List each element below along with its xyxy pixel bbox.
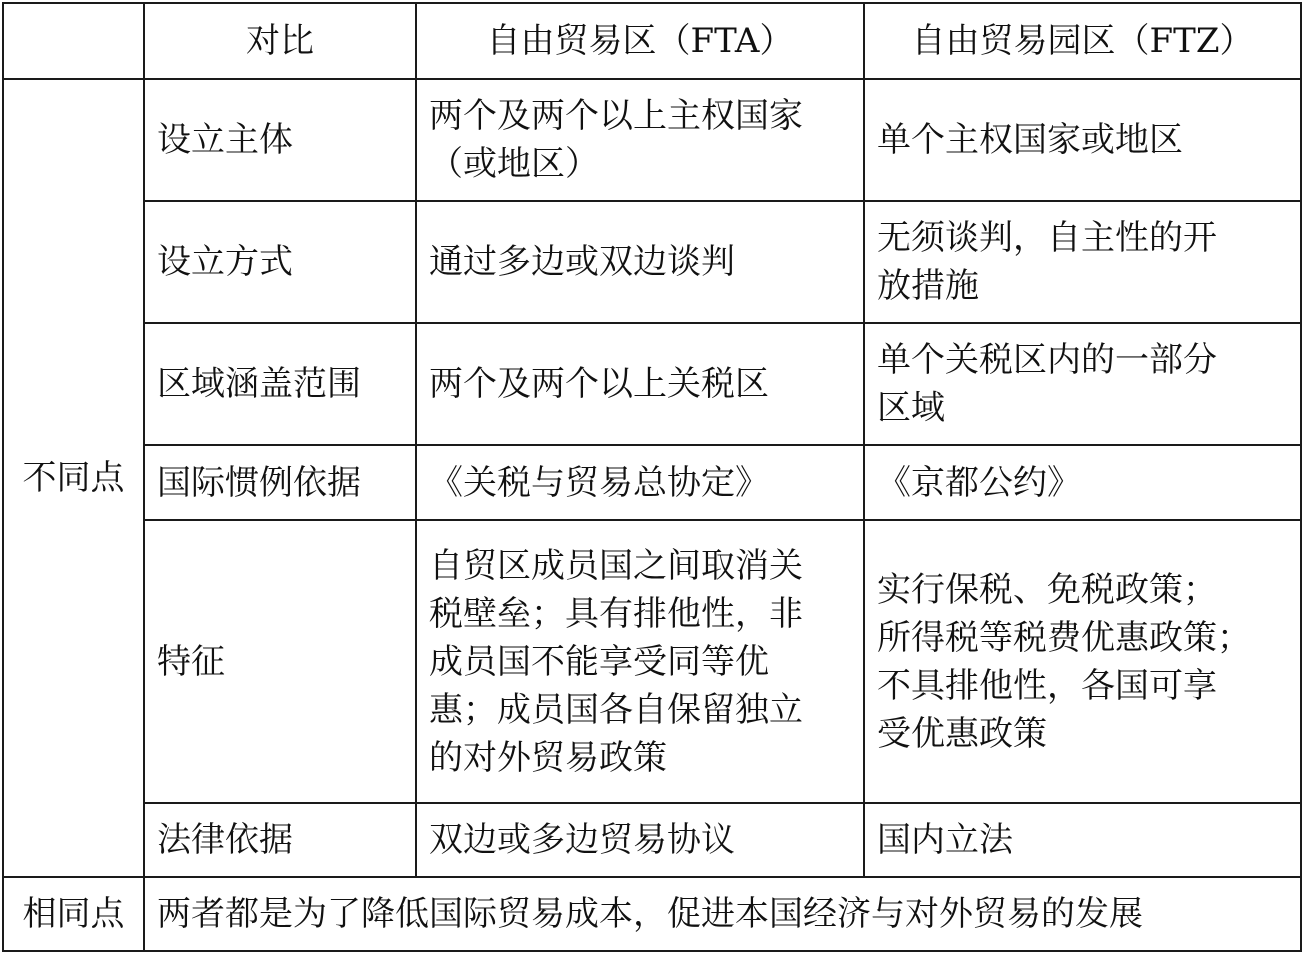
fta-line: （或地区）	[429, 144, 599, 184]
ftz-cell	[864, 323, 1301, 445]
fta-cell	[416, 201, 864, 323]
ftz-line: 受优惠政策	[877, 713, 1047, 754]
fta-cell	[416, 445, 864, 520]
ftz-line: 单个主权国家或地区	[877, 120, 1183, 160]
fta-cell	[416, 79, 864, 201]
aspect-cell: 区域涵盖范围	[144, 323, 416, 445]
ftz-cell	[864, 520, 1301, 803]
similarity-text: 两者都是为了降低国际贸易成本，促进本国经济与对外贸易的发展	[144, 877, 1301, 951]
fta-line: 的对外贸易政策	[429, 737, 667, 778]
header-row	[3, 3, 1301, 79]
similarity-row	[3, 877, 1301, 951]
aspect-cell: 国际惯例依据	[144, 445, 416, 520]
ftz-line: 放措施	[877, 266, 979, 306]
fta-line: 双边或多边贸易协议	[429, 820, 735, 860]
fta-line: 通过多边或双边谈判	[429, 242, 735, 282]
fta-cell	[416, 520, 864, 803]
ftz-line: 实行保税、免税政策；	[877, 569, 1217, 610]
ftz-cell	[864, 445, 1301, 520]
fta-line: 成员国不能享受同等优	[429, 641, 769, 682]
table-row	[3, 520, 1301, 803]
header-blank-cell	[3, 3, 144, 79]
aspect-cell: 特征	[144, 520, 416, 803]
aspect-cell: 设立主体	[144, 79, 416, 201]
fta-line: 税壁垒；具有排他性，非	[429, 593, 803, 634]
ftz-line: 不具排他性，各国可享	[877, 665, 1217, 706]
ftz-line: 国内立法	[877, 820, 1013, 860]
fta-line: 《关税与贸易总协定》	[429, 462, 769, 503]
ftz-cell	[864, 201, 1301, 323]
ftz-cell	[864, 803, 1301, 877]
header-ftz: 自由贸易园区（FTZ）	[864, 3, 1301, 79]
table-row	[3, 79, 1301, 201]
similarity-label: 相同点	[3, 877, 144, 951]
fta-line: 两个及两个以上主权国家	[429, 96, 803, 136]
aspect-cell: 设立方式	[144, 201, 416, 323]
fta-line: 自贸区成员国之间取消关	[429, 545, 803, 586]
ftz-cell	[864, 79, 1301, 201]
ftz-line: 无须谈判，自主性的开	[877, 218, 1217, 258]
fta-line: 惠；成员国各自保留独立	[429, 689, 803, 730]
comparison-table	[2, 2, 1302, 952]
aspect-cell: 法律依据	[144, 803, 416, 877]
table-row	[3, 445, 1301, 520]
ftz-line: 区域	[877, 388, 945, 428]
fta-line: 两个及两个以上关税区	[429, 364, 769, 404]
table-row	[3, 201, 1301, 323]
fta-cell	[416, 323, 864, 445]
header-fta: 自由贸易区（FTA）	[416, 3, 864, 79]
ftz-line: 《京都公约》	[877, 462, 1081, 503]
differences-label: 不同点	[3, 79, 144, 877]
table-row	[3, 323, 1301, 445]
table-row	[3, 803, 1301, 877]
ftz-line: 所得税等税费优惠政策；	[877, 617, 1251, 658]
header-compare: 对比	[144, 3, 416, 79]
ftz-line: 单个关税区内的一部分	[877, 340, 1217, 380]
fta-cell	[416, 803, 864, 877]
